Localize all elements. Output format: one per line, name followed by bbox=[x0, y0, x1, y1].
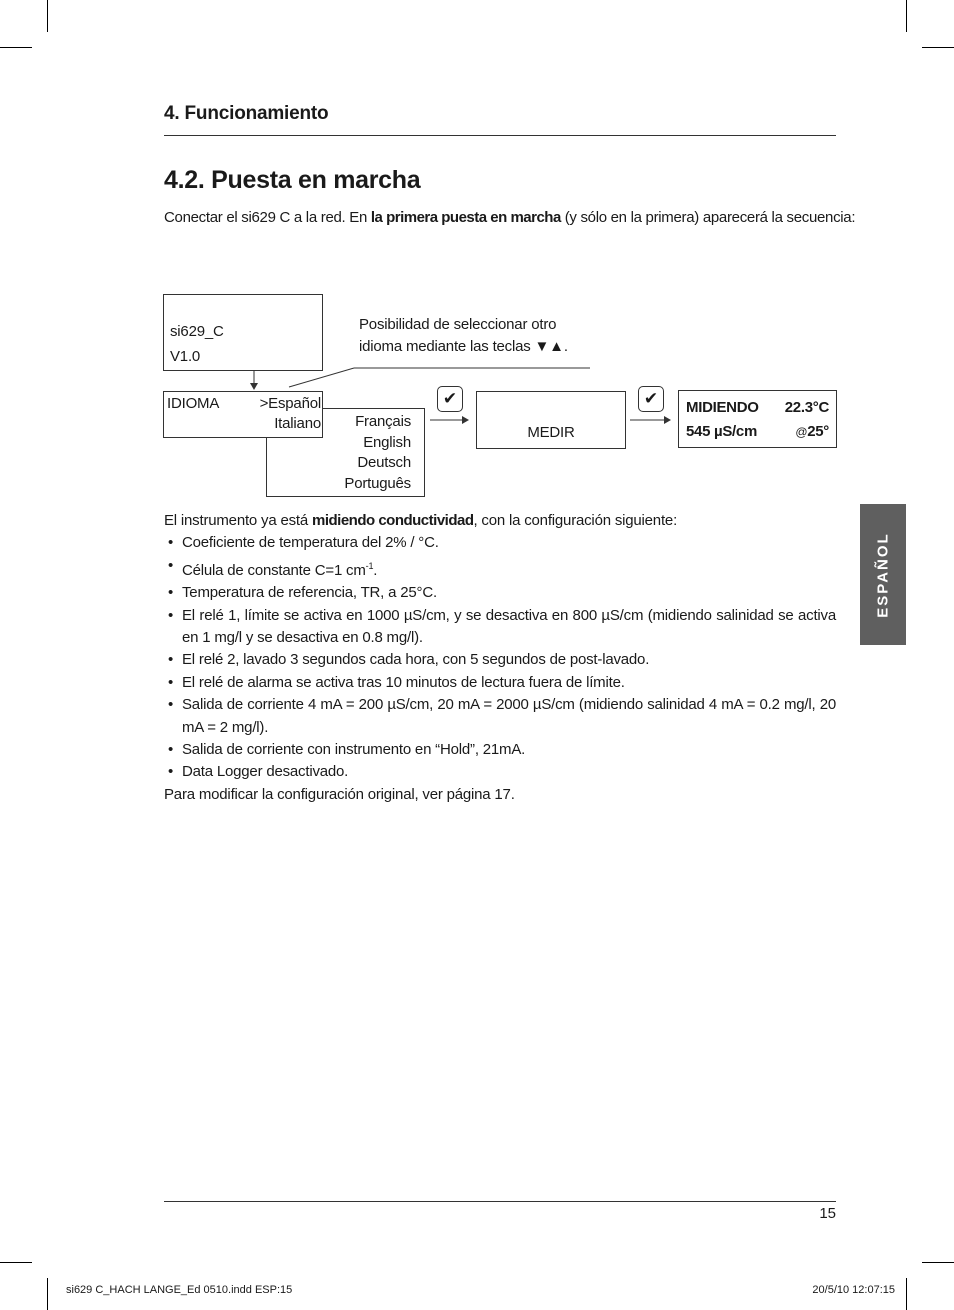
intro-text-end: (y sólo en la primera) aparecerá la secuencia: bbox=[560, 209, 856, 226]
page-number: 15 bbox=[819, 1205, 836, 1222]
list-item bbox=[164, 694, 836, 739]
config-list bbox=[164, 532, 836, 783]
lead-bold: midiendo conductividad bbox=[311, 512, 474, 529]
crop-mark bbox=[0, 1262, 32, 1263]
confirm-key-icon: ✔ bbox=[437, 386, 463, 412]
callout-text bbox=[359, 314, 568, 358]
print-slug-right: 20/5/10 12:07:15 bbox=[812, 1284, 895, 1296]
list-item-text: Coeficiente de temperatura del 2% / °C. bbox=[182, 534, 439, 552]
list-item bbox=[164, 761, 836, 783]
list-item bbox=[164, 649, 836, 671]
language-option: Deutsch bbox=[357, 454, 411, 471]
configuration-text bbox=[164, 510, 836, 806]
page-title: 4.2. Puesta en marcha bbox=[164, 166, 421, 194]
display-temperature: 22.3°C bbox=[784, 399, 829, 416]
bullet: • bbox=[168, 696, 174, 714]
lead-paragraph bbox=[164, 510, 836, 532]
side-tab-label: ESPAÑOL bbox=[874, 531, 892, 618]
lead-text: El instrumento ya está bbox=[164, 512, 312, 529]
callout-line-1: Posibilidad de seleccionar otro bbox=[359, 316, 557, 333]
version-model: si629_C bbox=[170, 323, 224, 340]
bullet: • bbox=[168, 741, 174, 759]
language-option: Português bbox=[344, 474, 411, 492]
bullet: • bbox=[168, 584, 174, 602]
bullet: • bbox=[168, 651, 174, 669]
bullet: • bbox=[168, 763, 174, 781]
medir-label: MEDIR bbox=[527, 424, 575, 441]
footer-rule bbox=[164, 1201, 836, 1202]
crop-mark bbox=[47, 1278, 48, 1310]
intro-bold: la primera puesta en marcha bbox=[370, 209, 561, 226]
crop-mark bbox=[922, 1262, 954, 1263]
lead-text-end: , con la configuración siguiente: bbox=[473, 512, 678, 529]
version-screen bbox=[163, 294, 323, 371]
list-item-text: El relé 2, lavado 3 segundos cada hora, con 5 segundos de post-lavado. bbox=[182, 651, 650, 669]
list-item-text: Temperatura de referencia, TR, a 25°C. bbox=[182, 584, 437, 602]
intro-text: Conectar el si629 C a la red. En bbox=[164, 209, 371, 226]
measure-screen bbox=[476, 391, 626, 449]
version-number: V1.0 bbox=[170, 348, 201, 365]
list-item-text: El relé de alarma se activa tras 10 minutos de lectura fuera de límite. bbox=[182, 673, 625, 691]
confirm-key-icon: ✔ bbox=[638, 386, 664, 412]
display-conductivity: 545 µS/cm bbox=[686, 423, 757, 440]
list-item-text: El relé 1, límite se activa en 1000 µS/cm, y se desactiva en 800 µS/cm (midiendo salinidad se activa en 1 mg/l y se desactiva en 0.8 mg/l). bbox=[182, 606, 836, 647]
language-option: English bbox=[363, 433, 411, 451]
list-item-text-end: . bbox=[373, 561, 378, 579]
list-item-text: Salida de corriente con instrumento en “Hold”, 21mA. bbox=[182, 741, 526, 759]
language-option: Français bbox=[355, 413, 411, 430]
section-heading: 4. Funcionamiento bbox=[164, 103, 329, 124]
crop-mark bbox=[906, 1278, 907, 1310]
bullet: • bbox=[168, 673, 174, 691]
idioma-second: Italiano bbox=[274, 415, 321, 432]
display-ref-value: 25° bbox=[807, 423, 829, 440]
idioma-selected: >Español bbox=[259, 395, 321, 412]
measurement-display bbox=[678, 390, 837, 448]
list-item-text: Salida de corriente 4 mA = 200 µS/cm, 20 mA = 2000 µS/cm (midiendo salinidad 4 mA = 0.2 mg/l, 20 mA = 2 mg/l). bbox=[182, 696, 836, 736]
bullet: • bbox=[168, 556, 174, 574]
list-item bbox=[164, 605, 836, 650]
display-status: MIDIENDO bbox=[686, 399, 759, 416]
callout-line-2: idioma mediante las teclas ▼▲. bbox=[359, 338, 568, 355]
list-item bbox=[164, 672, 836, 694]
display-at-sign: @ bbox=[795, 425, 808, 439]
list-item bbox=[164, 555, 836, 582]
idioma-label: IDIOMA bbox=[167, 395, 220, 412]
list-item bbox=[164, 739, 836, 761]
display-ref-temp bbox=[795, 423, 829, 440]
closing-paragraph: Para modificar la configuración original, ver página 17. bbox=[164, 785, 515, 803]
bullet: • bbox=[168, 534, 174, 552]
list-item-text: Data Logger desactivado. bbox=[182, 763, 349, 781]
bullet: • bbox=[168, 606, 174, 624]
superscript: -1 bbox=[365, 560, 374, 571]
list-item-text: Célula de constante C=1 cm bbox=[182, 561, 366, 579]
print-slug-left: si629 C_HACH LANGE_Ed 0510.indd ESP:15 bbox=[66, 1284, 293, 1296]
list-item bbox=[164, 532, 836, 554]
language-options bbox=[344, 412, 411, 494]
list-item bbox=[164, 582, 836, 604]
language-side-tab bbox=[860, 504, 906, 645]
language-screen bbox=[163, 391, 323, 438]
